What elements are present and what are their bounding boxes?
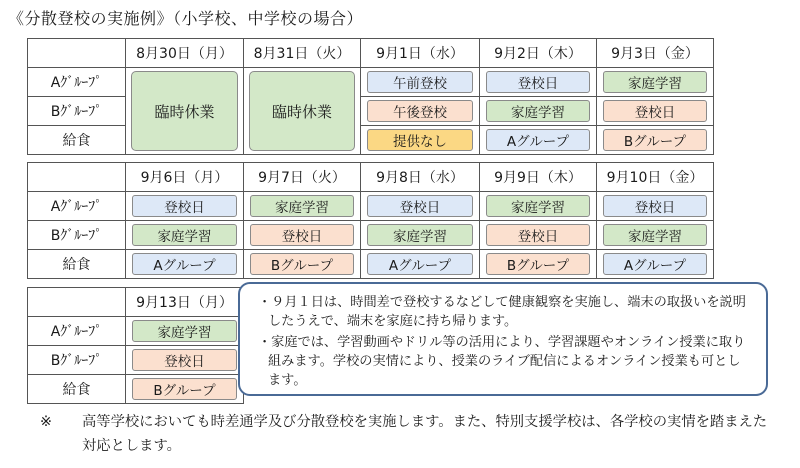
schedule-entry: 登校日 [250,224,354,246]
schedule-entry: 家庭学習 [486,195,590,217]
lunch-entry: Bグループ [250,253,354,275]
footnote [40,410,780,458]
page-title: 《分散登校の実施例》（小学校、中学校の場合） [8,9,364,28]
schedule-cell [244,192,361,221]
schedule-week-2 [27,162,714,279]
schedule-entry: 家庭学習 [132,320,237,342]
schedule-entry: 家庭学習 [250,195,354,217]
date-header: 9月9日（木） [480,163,597,192]
date-header: 8月31日（火） [244,39,361,68]
schedule-entry: 登校日 [132,349,237,371]
note-item: ・９月１日は、時間差で登校するなどして健康観察を実施し、端末の取扱いを説明したうえで、端末を家庭に持ち帰ります。 [258,295,746,329]
notes-box [238,282,768,396]
lunch-entry: Bグループ [603,129,707,151]
schedule-entry: 家庭学習 [603,224,707,246]
schedule-cell [480,221,597,250]
schedule-cell [361,250,480,279]
schedule-cell [597,126,714,155]
schedule-entry: 登校日 [486,224,590,246]
row-label-group-b: Bｸﾞﾙｰﾌﾟ [28,346,126,375]
schedule-entry: 家庭学習 [486,100,590,122]
schedule-cell [597,68,714,97]
lunch-entry: Aグループ [603,253,707,275]
date-header: 9月7日（火） [244,163,361,192]
schedule-entry: 午後登校 [367,100,473,122]
schedule-cell [126,250,244,279]
row-label-lunch: 給食 [28,375,126,404]
schedule-cell [126,317,244,346]
corner-cell [28,163,126,192]
schedule-entry: 登校日 [132,195,237,217]
closed-cell [244,68,361,155]
schedule-cell [361,221,480,250]
schedule-cell [126,221,244,250]
lunch-entry: Aグループ [367,253,473,275]
date-header: 9月1日（水） [361,39,480,68]
schedule-entry: 午前登校 [367,71,473,93]
schedule-cell [361,126,480,155]
lunch-entry: Bグループ [132,378,237,400]
schedule-cell [361,68,480,97]
schedule-cell [597,250,714,279]
schedule-cell [126,346,244,375]
schedule-entry: 家庭学習 [603,71,707,93]
schedule-entry: 登校日 [603,195,707,217]
schedule-entry: 家庭学習 [132,224,237,246]
date-header: 8月30日（月） [126,39,244,68]
row-label-lunch: 給食 [28,250,126,279]
row-label-group-b: Bｸﾞﾙｰﾌﾟ [28,221,126,250]
schedule-cell [361,97,480,126]
lunch-entry: 提供なし [367,129,473,151]
date-header: 9月13日（月） [126,288,244,317]
schedule-cell [126,375,244,404]
schedule-cell [126,192,244,221]
schedule-entry: 登校日 [367,195,473,217]
schedule-entry: 登校日 [603,100,707,122]
row-label-group-a: Aｸﾞﾙｰﾌﾟ [28,192,126,221]
schedule-cell [597,221,714,250]
row-label-group-a: Aｸﾞﾙｰﾌﾟ [28,317,126,346]
corner-cell [28,39,126,68]
footnote-text: 高等学校においても時差通学及び分散登校を実施します。また、特別支援学校は、各学校の実情を踏まえた対応とします。 [82,414,768,454]
footnote-mark: ※ [40,414,52,430]
schedule-week-1 [27,38,714,155]
schedule-cell [480,126,597,155]
schedule-cell [244,250,361,279]
date-header: 9月3日（金） [597,39,714,68]
row-label-group-a: Aｸﾞﾙｰﾌﾟ [28,68,126,97]
lunch-entry: Bグループ [486,253,590,275]
schedule-entry: 登校日 [486,71,590,93]
schedule-cell [244,221,361,250]
lunch-entry: Aグループ [486,129,590,151]
date-header: 9月6日（月） [126,163,244,192]
schedule-cell [597,192,714,221]
schedule-entry: 家庭学習 [367,224,473,246]
row-label-group-b: Bｸﾞﾙｰﾌﾟ [28,97,126,126]
corner-cell [28,288,126,317]
note-item: ・家庭では、学習動画やドリル等の活用により、学習課題やオンライン授業に取り組みます。学校の実情により、授業のライブ配信によるオンライン授業も可とします。 [258,335,746,388]
date-header: 9月8日（水） [361,163,480,192]
row-label-lunch: 給食 [28,126,126,155]
schedule-week-3 [27,287,244,404]
date-header: 9月10日（金） [597,163,714,192]
closed-cell [126,68,244,155]
schedule-cell [480,68,597,97]
schedule-cell [480,250,597,279]
schedule-cell [597,97,714,126]
schedule-cell [480,97,597,126]
date-header: 9月2日（木） [480,39,597,68]
lunch-entry: Aグループ [132,253,237,275]
closed-label: 臨時休業 [249,71,355,151]
closed-label: 臨時休業 [131,71,238,151]
schedule-cell [361,192,480,221]
schedule-cell [480,192,597,221]
